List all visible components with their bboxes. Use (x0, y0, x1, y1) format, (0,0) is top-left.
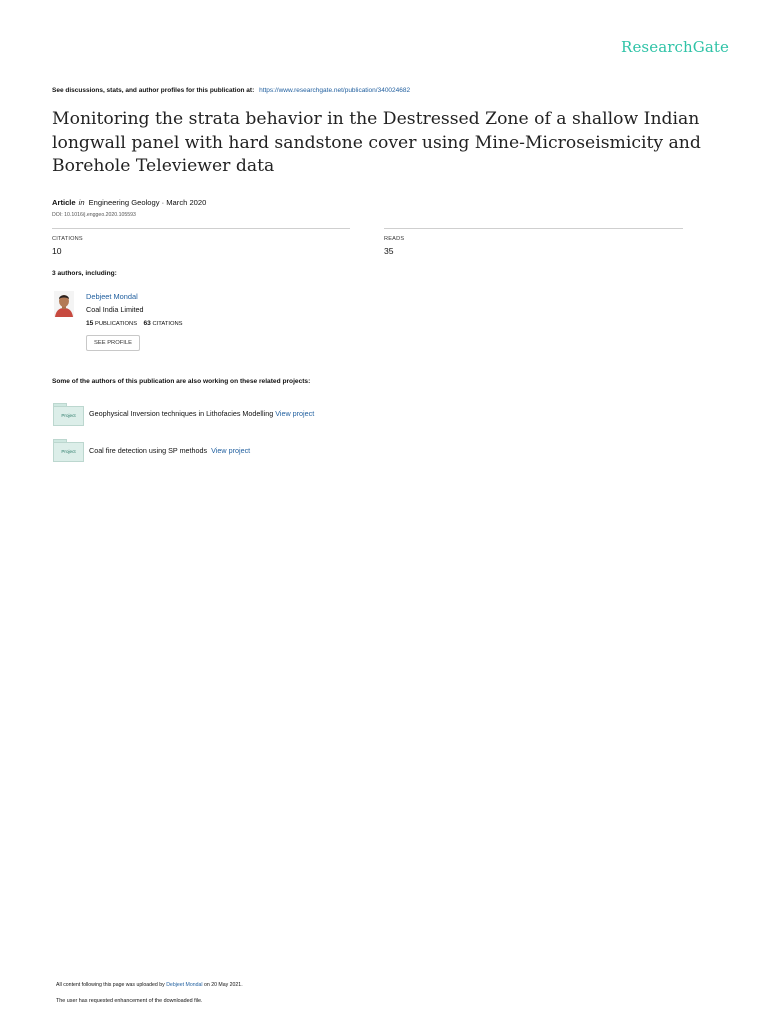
view-project-link[interactable]: View project (275, 409, 315, 418)
author-name-link[interactable]: Debjeet Mondal (86, 292, 138, 301)
project-item (89, 409, 314, 418)
author-citations-count: 63 (143, 320, 151, 327)
project-item (89, 446, 250, 455)
in-label: in (78, 198, 85, 207)
upload-prefix: All content following this page was uploaded by (56, 982, 165, 988)
publication-url-link[interactable]: https://www.researchgate.net/publication/340024682 (259, 87, 411, 94)
project-icon-label: Project (53, 406, 84, 426)
citations-label: CITATIONS (52, 236, 83, 242)
see-discussions-text: See discussions, stats, and author profiles for this publication at: (52, 87, 255, 94)
publication-title: Monitoring the strata behavior in the Destressed Zone of a shallow Indian longwall panel with hard sandstone cover using Mine-Microseismicity and Borehole Televiewer data (52, 109, 701, 176)
uploader-link[interactable]: Debjeet Mondal (166, 982, 203, 988)
related-projects-heading: Some of the authors of this publication are also working on these related projects: (52, 378, 311, 385)
author-stats (86, 320, 183, 327)
view-project-link[interactable]: View project (211, 446, 251, 455)
enhancement-note: The user has requested enhancement of the downloaded file. (56, 998, 203, 1004)
authors-heading: 3 authors, including: (52, 270, 117, 277)
publication-meta (52, 198, 206, 207)
upload-suffix: on 20 May 2021. (203, 982, 243, 988)
citations-divider (52, 228, 350, 229)
author-avatar[interactable] (54, 291, 74, 317)
author-institution: Coal India Limited (86, 305, 144, 314)
author-publications-label: PUBLICATIONS (94, 321, 138, 327)
author-publications-count: 15 (86, 320, 94, 327)
reads-label: READS (384, 236, 405, 242)
reads-value: 35 (384, 246, 394, 256)
project-title: Geophysical Inversion techniques in Lithofacies Modelling (89, 409, 274, 418)
upload-note (56, 982, 243, 988)
journal-and-date[interactable]: Engineering Geology · March 2020 (88, 198, 207, 207)
project-icon-label: Project (53, 442, 84, 462)
author-citations-label: CITATIONS (152, 321, 183, 327)
see-profile-button[interactable]: SEE PROFILE (86, 335, 140, 351)
project-title: Coal fire detection using SP methods (89, 446, 208, 455)
citations-value: 10 (52, 246, 62, 256)
publication-type: Article (52, 198, 76, 207)
researchgate-logo[interactable]: ResearchGate (621, 38, 729, 56)
author-photo (54, 291, 74, 317)
reads-divider (384, 228, 683, 229)
project-folder-icon[interactable] (53, 439, 83, 461)
project-folder-icon[interactable] (53, 403, 83, 425)
see-discussions-line (52, 87, 410, 94)
doi[interactable]: DOI: 10.1016/j.enggeo.2020.105593 (52, 212, 136, 218)
